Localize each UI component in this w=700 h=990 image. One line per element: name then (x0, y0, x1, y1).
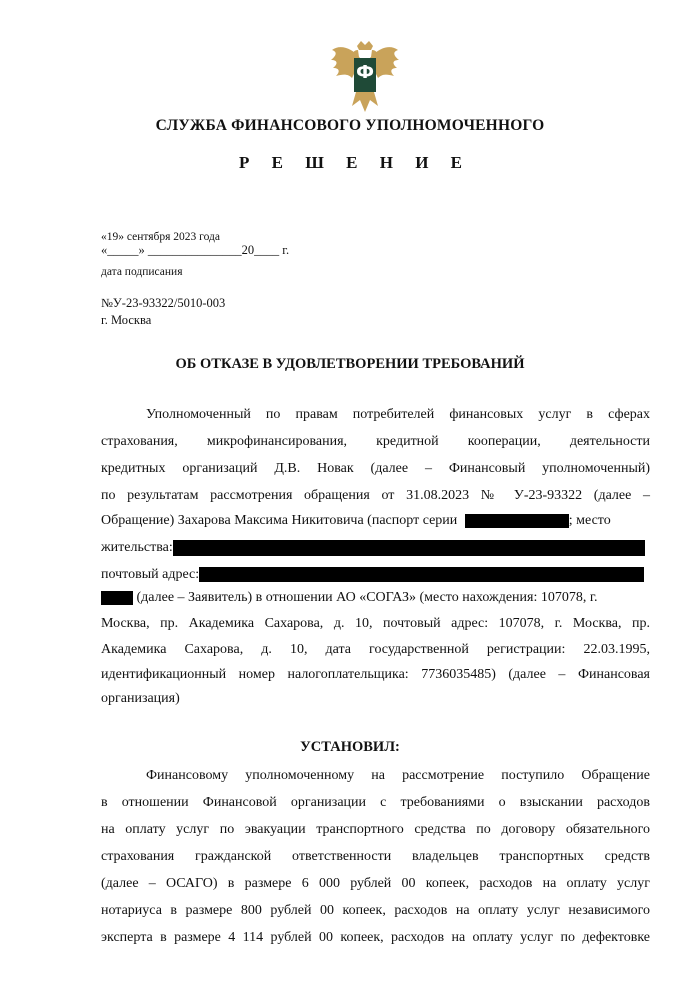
intro-line-residence (101, 538, 650, 558)
intro-line-applicant (101, 588, 650, 608)
body-line: Финансовому уполномоченному на рассмотрение поступило Обращение (146, 768, 650, 783)
redaction-bar (199, 567, 644, 582)
decision-title: ОБ ОТКАЗЕ В УДОВЛЕТВОРЕНИИ ТРЕБОВАНИЙ (175, 356, 525, 372)
intro-line: страхования, микрофинансирования, кредитной кооперации, деятельности (101, 434, 650, 449)
intro-line: Уполномоченный по правам потребителей финансовых услуг в сферах (146, 407, 650, 422)
intro-line-postal (101, 565, 650, 585)
intro-line: организация) (101, 691, 180, 706)
date-caption: дата подписания (101, 266, 183, 278)
city: г. Москва (101, 313, 152, 327)
intro-text: ; место (568, 513, 611, 528)
intro-text: жительства: (101, 540, 173, 555)
intro-line-passport (101, 511, 650, 531)
signing-date: «19» сентября 2023 года (101, 231, 220, 243)
intro-text: почтовый адрес: (101, 567, 200, 582)
organization-name: СЛУЖБА ФИНАНСОВОГО УПОЛНОМОЧЕННОГО (155, 117, 545, 134)
body-line: эксперта в размере 4 114 рублей 00 копеек, расходов на оплату услуг по дефектовке (101, 930, 650, 945)
intro-text: Обращение) Захарова Максима Никитовича (паспорт серии (101, 513, 458, 528)
body-line: в отношении Финансовой организации с требованиями о взыскании расходов (101, 795, 650, 810)
body-line: нотариуса в размере 800 рублей 00 копеек, расходов на оплату услуг независимого (101, 903, 650, 918)
intro-line: по результатам рассмотрения обращения от 31.08.2023 № У-23-93322 (далее – (101, 488, 650, 503)
body-line: на оплату услуг по эвакуации транспортного средства по договору обязательного (101, 822, 650, 837)
redaction-bar (173, 540, 645, 556)
emblem-letter: Ф (356, 62, 374, 83)
document-number: №У-23-93322/5010-003 (101, 296, 226, 310)
intro-line: Москва, пр. Академика Сахарова, д. 10, почтовый адрес: 107078, г. Москва, пр. (101, 616, 650, 631)
intro-text: (далее – Заявитель) в отношении АО «СОГАЗ» (место нахождения: 107078, г. (136, 590, 598, 605)
redaction-bar (101, 591, 133, 605)
double-headed-eagle-emblem-icon (330, 40, 400, 114)
body-line: страхования гражданской ответственности владельцев транспортных средств (101, 849, 650, 864)
intro-line: кредитных организаций Д.В. Новак (далее – Финансовый уполномоченный) (101, 461, 650, 476)
document-type: Р Е Ш Е Н И Е (238, 153, 471, 172)
body-line: (далее – ОСАГО) в размере 6 000 рублей 00 копеек, расходов на оплату услуг (101, 876, 650, 891)
section-heading: УСТАНОВИЛ: (300, 739, 400, 755)
date-blank-line: «_____» _______________20____ г. (101, 243, 290, 257)
intro-line: Академика Сахарова, д. 10, дата государственной регистрации: 22.03.1995, (101, 642, 650, 657)
intro-line: идентификационный номер налогоплательщика: 7736035485) (далее – Финансовая (101, 667, 650, 682)
redaction-bar (465, 514, 569, 528)
